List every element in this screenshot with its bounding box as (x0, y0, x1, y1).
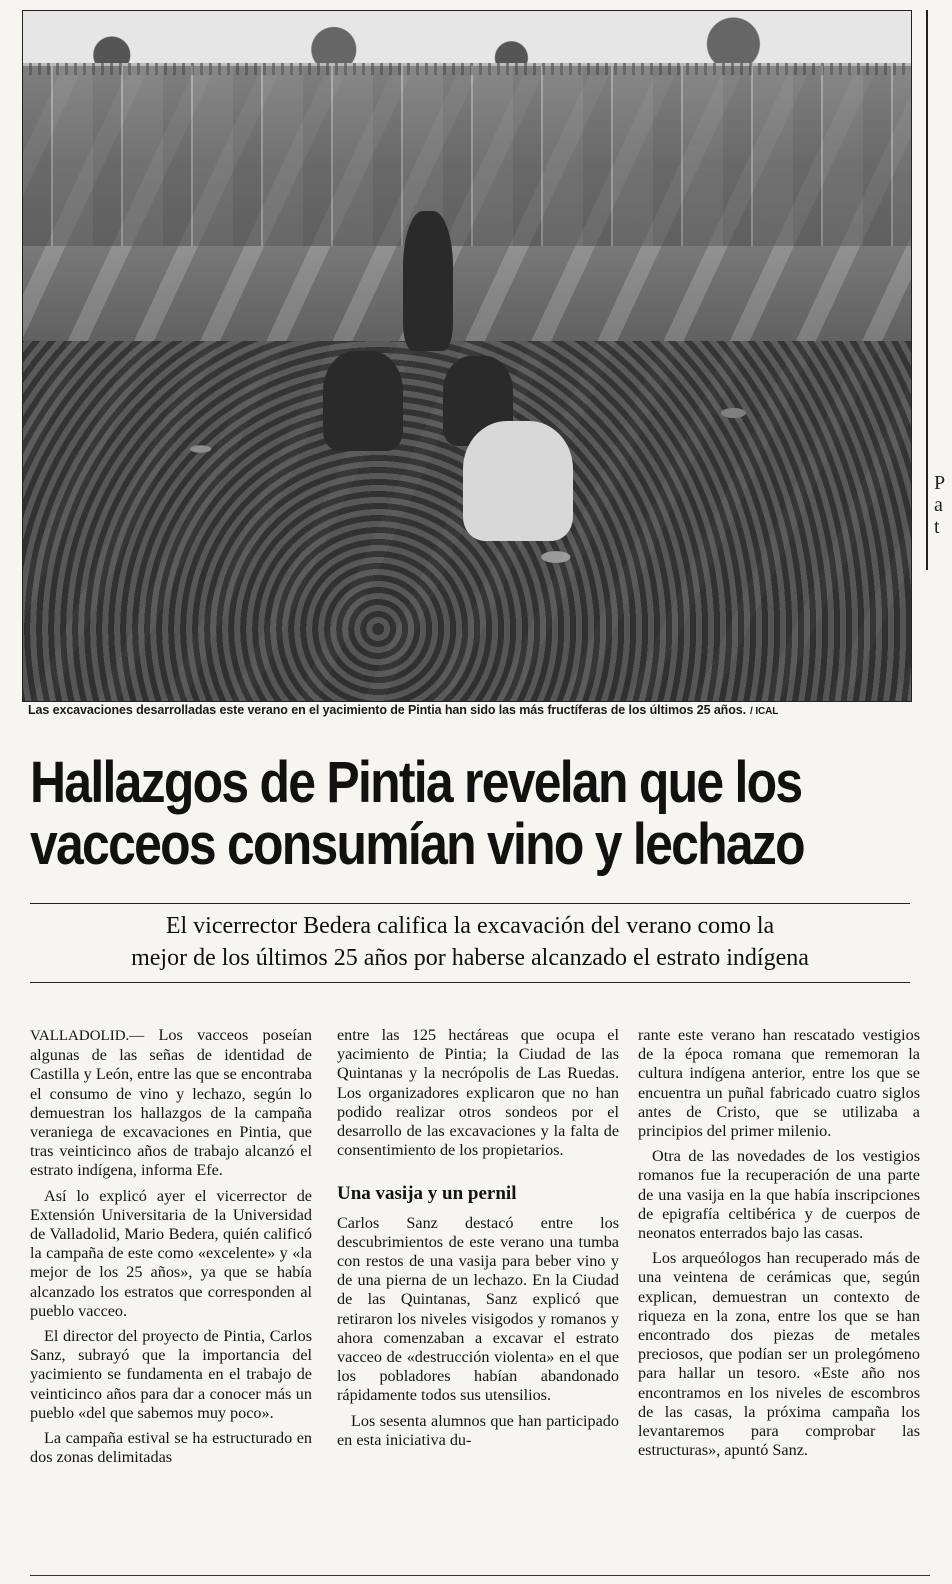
article-paragraph: La campaña estival se ha estructurado en dos zonas delimitadas (30, 1429, 312, 1467)
photo-person-standing (403, 211, 453, 351)
subhead-rule-top (30, 903, 910, 904)
subhead-line-2: mejor de los últimos 25 años por haberse alcanzado el estrato indígena (131, 945, 809, 971)
excavation-photo (22, 10, 912, 702)
article-paragraph: Los arqueólogos han recuperado más de una veintena de cerámicas que, según explican, demuestran un contexto de riqueza en la zona, entre los que se han encontrado dos piezas de metales preciosos, que podían ser un prolegómeno para hallar un tesoro. «Este año nos encontramos en los niveles de escombros de las casas, la próxima campaña los levantaremos para comprobar las estructuras», apuntó Sanz. (638, 1249, 920, 1460)
adjacent-column-fragment-3: t (934, 516, 940, 538)
photo-credit: / ICAL (749, 706, 779, 717)
adjacent-column-rule (926, 10, 928, 570)
adjacent-column-fragment-2: a (934, 494, 943, 516)
photo-caption (28, 703, 908, 717)
photo-person-crouching (323, 351, 403, 451)
article-paragraph: rante este verano han rescatado vestigios de la época romana que rememoran la cultura indígena anterior, entre los que se encuentra un puñal fabricado cuatro siglos antes de Cristo, que se utilizaba a principios del primer milenio. (638, 1026, 920, 1141)
adjacent-column-fragment-1: P (934, 472, 946, 494)
article-paragraph (30, 1026, 312, 1181)
article-column-2 (337, 1026, 619, 1456)
article-paragraph: Otra de las novedades de los vestigios romanos fue la recuperación de una parte de una vasija en la que había inscripciones de epigrafía celtibérica y de cuerpos de neonatos enterrados bajo las casas. (638, 1147, 920, 1243)
article-paragraph: Los sesenta alumnos que han participado en esta iniciativa du- (337, 1411, 619, 1449)
paragraph-text: Los vacceos poseían algunas de las señas de identidad de Castilla y León, entre las que se encontraba el consumo de vino y lechazo, según lo demuestran los hallazgos de la campaña veraniega de excavaciones en Pintia, que tras veinticinco años de trabajo alcanzó el estrato indígena, informa Efe. (30, 1026, 312, 1180)
article-paragraph: Carlos Sanz destacó entre los descubrimientos de este verano una tumba con restos de una vasija para beber vino y de una pierna de un lechazo. En la Ciudad de las Quintanas, Sanz explicó que retiraron los niveles visigodos y romanos y ahora comenzaban a excavar el estrato vacceo de «destrucción violenta» en el que los pobladores habían abandonado rápidamente todos sus utensilios. (337, 1213, 619, 1405)
headline-line-2: vacceos consumían vino y lechazo (30, 812, 804, 877)
section-heading: Una vasija y un pernil (337, 1183, 517, 1205)
subhead-line-1: El vicerrector Bedera califica la excavación del verano como la (165, 913, 775, 939)
photo-caption-text: Las excavaciones desarrolladas este verano en el yacimiento de Pintia han sido las más fructíferas de los últimos 25 años. (28, 703, 746, 717)
article-paragraph: El director del proyecto de Pintia, Carlos Sanz, subrayó que la importancia del yacimiento se fundamenta en el trabajo de veinticinco años para dar a conocer más un pueblo «del que sabemos muy poco». (30, 1327, 312, 1422)
photo-trees (23, 11, 911, 66)
headline (30, 750, 804, 877)
page-bottom-rule (30, 1575, 930, 1576)
dateline: VALLADOLID.— (30, 1028, 145, 1044)
subhead-rule-bottom (30, 982, 910, 983)
article-paragraph: entre las 125 hectáreas que ocupa el yacimiento de Pintia; la Ciudad de las Quintanas y la necrópolis de Las Ruedas. Los organizadores explicaron que no han podido realizar otros sondeos por el desarrollo de las excavaciones y la falta de consentimiento de los propietarios. (337, 1026, 619, 1160)
article-column-1 (30, 1026, 312, 1473)
photo-person-digging (463, 421, 573, 541)
article-column-3 (638, 1026, 920, 1466)
article-paragraph: Así lo explicó ayer el vicerrector de Extensión Universitaria de la Universidad de Valladolid, Mario Bedera, quién calificó la campaña de este como «excelente» y «la mejor de los 25 años», ya que se había alcanzado los estratos que corresponden al pueblo vacceo. (30, 1186, 312, 1320)
subhead (30, 910, 910, 974)
photo-building (23, 66, 911, 246)
headline-line-1: Hallazgos de Pintia revelan que los (30, 750, 802, 815)
